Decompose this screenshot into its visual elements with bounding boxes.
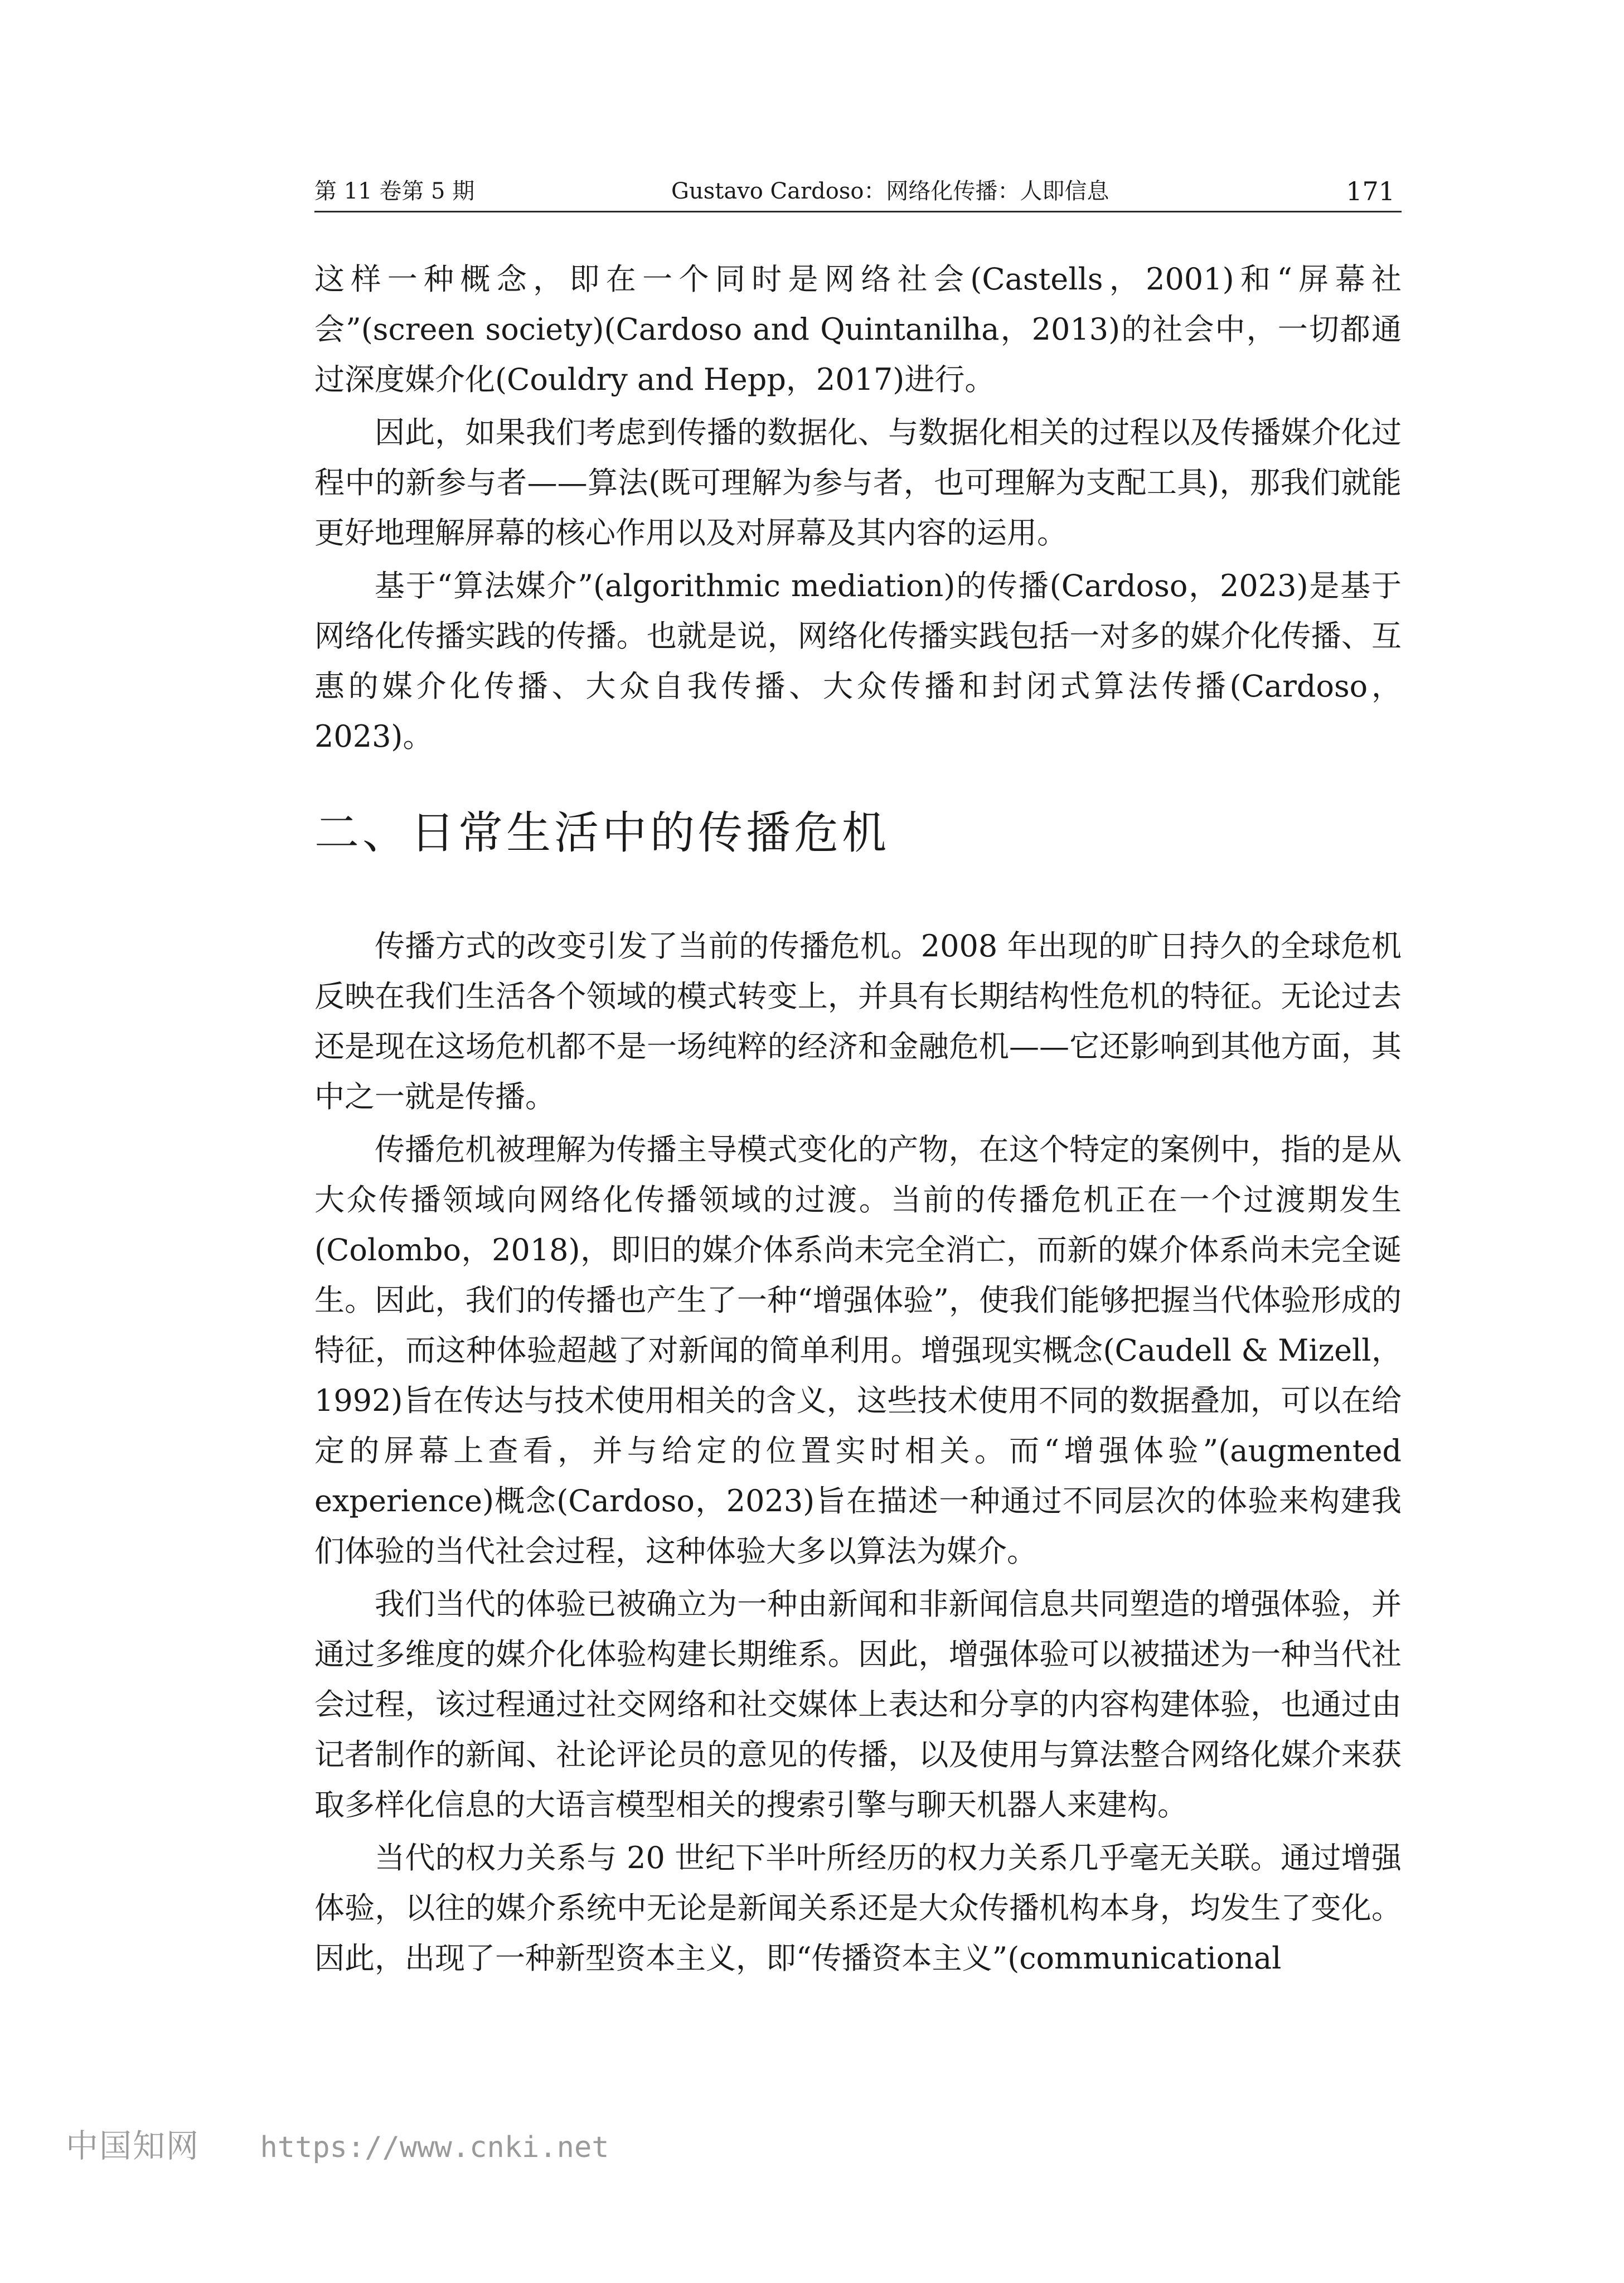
watermark-footer: [66, 2124, 609, 2168]
paragraph-2: 因此，如果我们考虑到传播的数据化、与数据化相关的过程以及传播媒介化过程中的新参与者——算法(既可理解为参与者，也可理解为支配工具)，那我们就能更好地理解屏幕的核心作用以及对屏幕及其内容的运用。: [314, 415, 1402, 550]
paragraph-1: 这样一种概念，即在一个同时是网络社会(Castells，2001)和“屏幕社会”(screen society)(Cardoso and Quintanilha，2013)的社会中，一切都通过深度媒介化(Couldry and Hepp，2017)进行。: [314, 262, 1402, 397]
paragraph-5: 传播危机被理解为传播主导模式变化的产物，在这个特定的案例中，指的是从大众传播领域向网络化传播领域的过渡。当前的传播危机正在一个过渡期发生(Colombo，2018)，即旧的媒介体系尚未完全消亡，而新的媒介体系尚未完全诞生。因此，我们的传播也产生了一种“增强体验”，使我们能够把握当代体验形成的特征，而这种体验超越了对新闻的简单利用。增强现实概念(Caudell & Mizell，1992)旨在传达与技术使用相关的含义，这些技术使用不同的数据叠加，可以在给定的屏幕上查看，并与给定的位置实时相关。而“增强体验”(augmented experience)概念(Cardoso，2023)旨在描述一种通过不同层次的体验来构建我们体验的当代社会过程，这种体验大多以算法为媒介。: [314, 1132, 1402, 1569]
page-number: 171: [1346, 176, 1395, 206]
cnki-url: https://www.cnki.net: [260, 2131, 609, 2164]
running-header: [314, 172, 1402, 212]
paragraph-7: 当代的权力关系与 20 世纪下半叶所经历的权力关系几乎毫无关联。通过增强体验，以往的媒介系统中无论是新闻关系还是大众传播机构本身，均发生了变化。因此，出现了一种新型资本主义，即“传播资本主义”(communicational: [314, 1840, 1402, 1976]
journal-volume-issue: 第 11 卷第 5 期: [314, 178, 475, 204]
paragraph-3: 基于“算法媒介”(algorithmic mediation)的传播(Cardoso，2023)是基于网络化传播实践的传播。也就是说，网络化传播实践包括一对多的媒介化传播、互惠的媒介化传播、大众自我传播、大众传播和封闭式算法传播(Cardoso，2023)。: [314, 568, 1402, 754]
cnki-brand: 中国知网: [66, 2127, 200, 2165]
paragraph-4: 传播方式的改变引发了当前的传播危机。2008 年出现的旷日持久的全球危机反映在我们生活各个领域的模式转变上，并具有长期结构性危机的特征。无论过去还是现在这场危机都不是一场纯粹的经济和金融危机——它还影响到其他方面，其中之一就是传播。: [314, 928, 1402, 1114]
section-heading: 二、日常生活中的传播危机: [314, 807, 890, 859]
paragraph-6: 我们当代的体验已被确立为一种由新闻和非新闻信息共同塑造的增强体验，并通过多维度的媒介化体验构建长期维系。因此，增强体验可以被描述为一种当代社会过程，该过程通过社交网络和社交媒体上表达和分享的内容构建体验，也通过由记者制作的新闻、社论评论员的意见的传播，以及使用与算法整合网络化媒介来获取多样化信息的大语言模型相关的搜索引擎与聊天机器人来建构。: [314, 1587, 1402, 1822]
article-body: [314, 254, 1402, 1986]
running-title: Gustavo Cardoso：网络化传播：人即信息: [671, 178, 1109, 204]
